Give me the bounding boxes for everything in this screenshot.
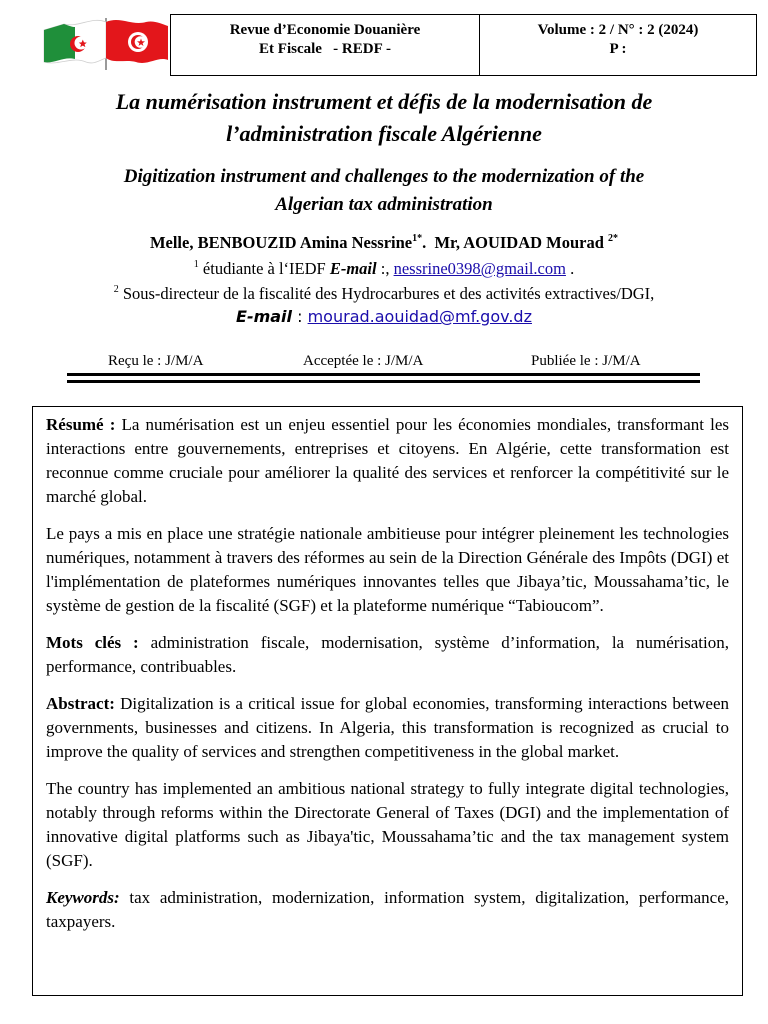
volume-line: Volume : 2 / N° : 2 (2024) bbox=[537, 22, 699, 38]
abstract-text-1: Digitalization is a critical issue for global economies, transforming interactions between governments, businesses and citizens. In Algeria, this transformation is recognized as crucial to improve the quality of services and strengthen competitiveness in the global market. bbox=[46, 694, 729, 761]
affiliation-2-email-line bbox=[20, 306, 748, 328]
resume-paragraph-1 bbox=[46, 413, 729, 509]
abstract-label: Abstract: bbox=[46, 694, 115, 713]
keywords-label: Keywords: bbox=[46, 888, 120, 907]
resume-label: Résumé : bbox=[46, 415, 116, 434]
affiliation-2-email-label: E-mail bbox=[236, 307, 293, 326]
affiliation-2-email-link[interactable]: mourad.aouidad@mf.gov.dz bbox=[307, 307, 532, 326]
mots-cles-text: administration fiscale, modernisation, système d’information, la numérisation, performance, contribuables. bbox=[46, 633, 729, 676]
affiliation-2-sup: 2 bbox=[113, 284, 119, 295]
affiliation-1-text: étudiante à l‘IEDF bbox=[198, 259, 330, 278]
author-2-sup: 2* bbox=[608, 233, 619, 244]
title-french-line2: l’administration fiscale Algérienne bbox=[226, 121, 542, 146]
date-received: Reçu le : J/M/A bbox=[108, 353, 204, 369]
title-french-line1: La numérisation instrument et défis de la modernisation de bbox=[115, 89, 653, 114]
abstract-paragraph-1 bbox=[46, 692, 729, 764]
affiliation-1-end: . bbox=[565, 259, 575, 278]
date-published: Publiée le : J/M/A bbox=[531, 353, 641, 369]
title-english-line1: Digitization instrument and challenges to the modernization of the bbox=[123, 166, 645, 187]
resume-text-1: La numérisation est un enjeu essentiel pour les économies mondiales, transformant les interactions entre gouvernements, entreprises et citoyens. En Algérie, cette transformation est reconnue comme cruciale pour améliorer la qualité des services et renforcer la compétitivité sur le marché global. bbox=[46, 415, 729, 506]
abstract-paragraph-2: The country has implemented an ambitious national strategy to fully integrate digital technologies, notably through reforms within the Directorate General of Taxes (DGI) and the implementation of innovative digital platforms such as Jibaya'tic, Moussahama’tic and the tax management system (SGF). bbox=[46, 779, 729, 870]
title-english-line2: Algerian tax administration bbox=[275, 194, 493, 215]
page-line: P : bbox=[609, 41, 627, 57]
volume-cell bbox=[480, 15, 756, 75]
keywords-text: tax administration, modernization, information system, digitalization, performance, taxpayers. bbox=[46, 888, 729, 931]
affiliation-2 bbox=[20, 283, 748, 305]
author-2: Mr, AOUIDAD Mourad bbox=[434, 233, 604, 252]
affiliation-2-text: Sous-directeur de la fiscalité des Hydrocarbures et des activités extractives/DGI, bbox=[118, 284, 655, 303]
abstract-box bbox=[32, 406, 743, 996]
journal-header bbox=[170, 14, 757, 76]
journal-name-line2: Et Fiscale - REDF - bbox=[259, 41, 391, 57]
authors-line bbox=[20, 232, 748, 254]
affiliation-1-sup: 1 bbox=[193, 259, 199, 270]
affiliation-1-sep: :, bbox=[376, 259, 394, 278]
title-english bbox=[20, 163, 748, 219]
journal-name-line1: Revue d’Economie Douanière bbox=[229, 22, 421, 38]
authors-separator: . bbox=[422, 233, 435, 252]
divider-rule-bottom bbox=[67, 380, 700, 383]
algeria-tunisia-flags-icon bbox=[42, 14, 170, 72]
affiliation-1 bbox=[20, 258, 748, 280]
author-1-sup: 1* bbox=[412, 233, 423, 244]
mots-cles-paragraph bbox=[46, 631, 729, 679]
affiliation-2-sep: : bbox=[292, 307, 308, 326]
date-accepted: Acceptée le : J/M/A bbox=[303, 353, 424, 369]
keywords-paragraph bbox=[46, 886, 729, 934]
divider-rule-top bbox=[67, 373, 700, 376]
author-1: Melle, BENBOUZID Amina Nessrine bbox=[149, 233, 413, 252]
mots-cles-label: Mots clés : bbox=[46, 633, 139, 652]
affiliation-1-email-label: E-mail bbox=[329, 259, 377, 278]
journal-name-cell bbox=[171, 15, 480, 75]
affiliation-1-email-link[interactable]: nessrine0398@gmail.com bbox=[393, 259, 566, 278]
title-french bbox=[20, 86, 748, 150]
resume-paragraph-2: Le pays a mis en place une stratégie nationale ambitieuse pour intégrer pleinement les technologies numériques, notamment à travers des réformes au sein de la Direction Générale des Impôts (DGI) et l'implémentation de plateformes numériques innovantes telles que Jibaya’tic, Moussahama’tic, le système de gestion de la fiscalité (SGF) et la plateforme numérique “Tabioucom”. bbox=[46, 524, 729, 615]
